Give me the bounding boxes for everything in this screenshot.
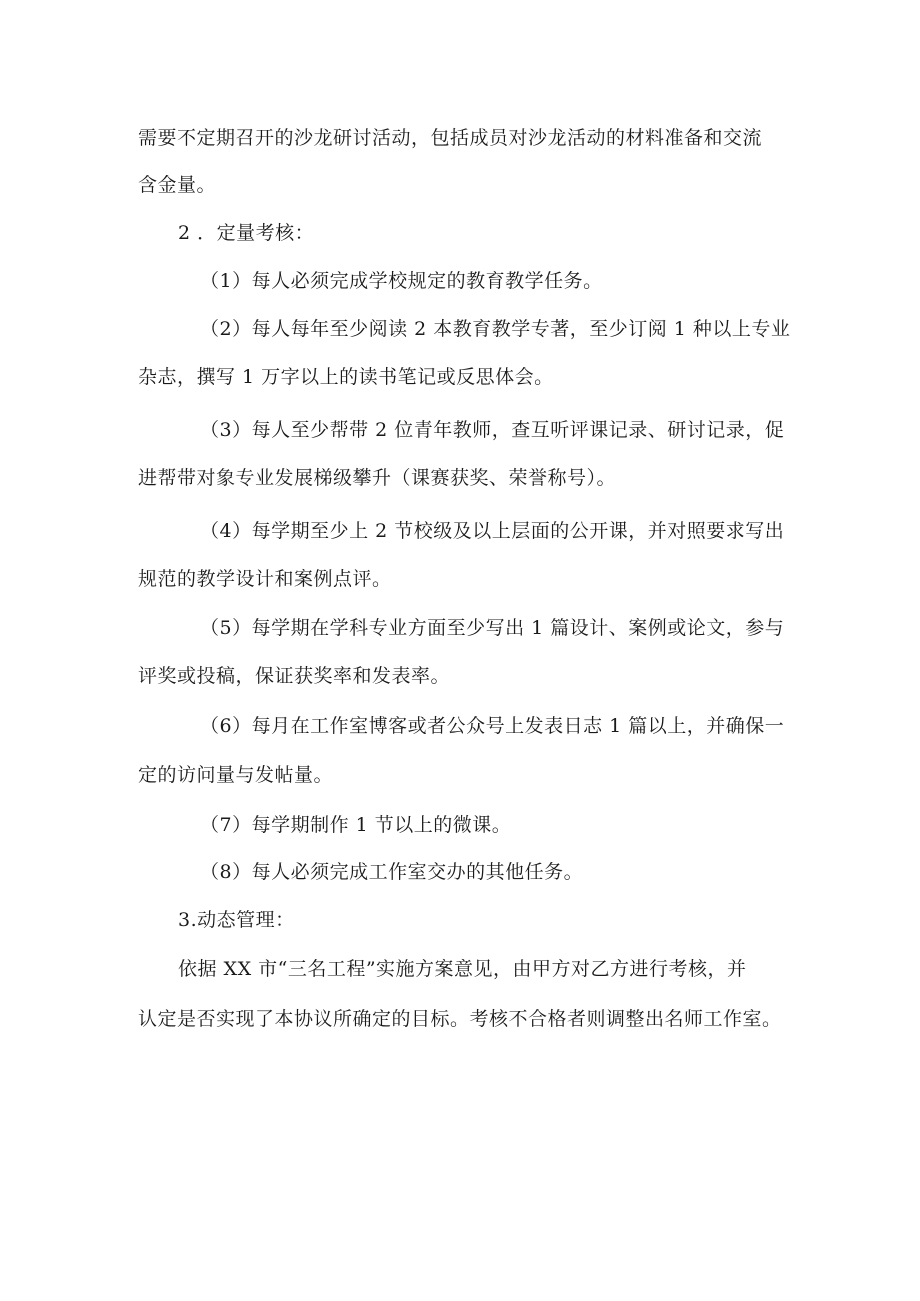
section-3-line-2: 认定是否实现了本协议所确定的目标。考核不合格者则调整出名师工作室。	[138, 1008, 782, 1030]
item-1-line-1: （1）每人必须完成学校规定的教育教学任务。	[200, 270, 603, 292]
item-3-line-2: 进帮带对象专业发展梯级攀升（课赛获奖、荣誉称号）。	[138, 467, 617, 489]
section-2-heading: 2 ．定量考核：	[178, 222, 315, 244]
item-7-line-1: （7）每学期制作 1 节以上的微课。	[200, 814, 512, 836]
section-3-line-1: 依据 XX 市“三名工程”实施方案意见，由甲方对乙方进行考核，并	[178, 958, 747, 980]
item-4-line-1: （4）每学期至少上 2 节校级及以上层面的公开课，并对照要求写出	[200, 520, 785, 542]
item-6-line-2: 定的访问量与发帖量。	[138, 764, 334, 786]
item-4-line-2: 规范的教学设计和案例点评。	[138, 568, 392, 590]
intro-line-1: 需要不定期召开的沙龙研讨活动，包括成员对沙龙活动的材料准备和交流	[138, 127, 763, 149]
item-8-line-1: （8）每人必须完成工作室交办的其他任务。	[200, 861, 584, 883]
item-6-line-1: （6）每月在工作室博客或者公众号上发表日志 1 篇以上，并确保一	[200, 715, 785, 737]
intro-line-2: 含金量。	[138, 174, 217, 196]
item-2-line-1: （2）每人每年至少阅读 2 本教育教学专著，至少订阅 1 种以上专业	[200, 318, 791, 340]
item-2-line-2: 杂志，撰写 1 万字以上的读书笔记或反思体会。	[138, 366, 554, 388]
item-3-line-1: （3）每人至少帮带 2 位青年教师，查互听评课记录、研讨记录，促	[200, 419, 785, 441]
section-3-heading: 3.动态管理：	[178, 909, 295, 931]
item-5-line-1: （5）每学期在学科专业方面至少写出 1 篇设计、案例或论文，参与	[200, 617, 785, 639]
item-5-line-2: 评奖或投稿，保证获奖率和发表率。	[138, 665, 451, 687]
